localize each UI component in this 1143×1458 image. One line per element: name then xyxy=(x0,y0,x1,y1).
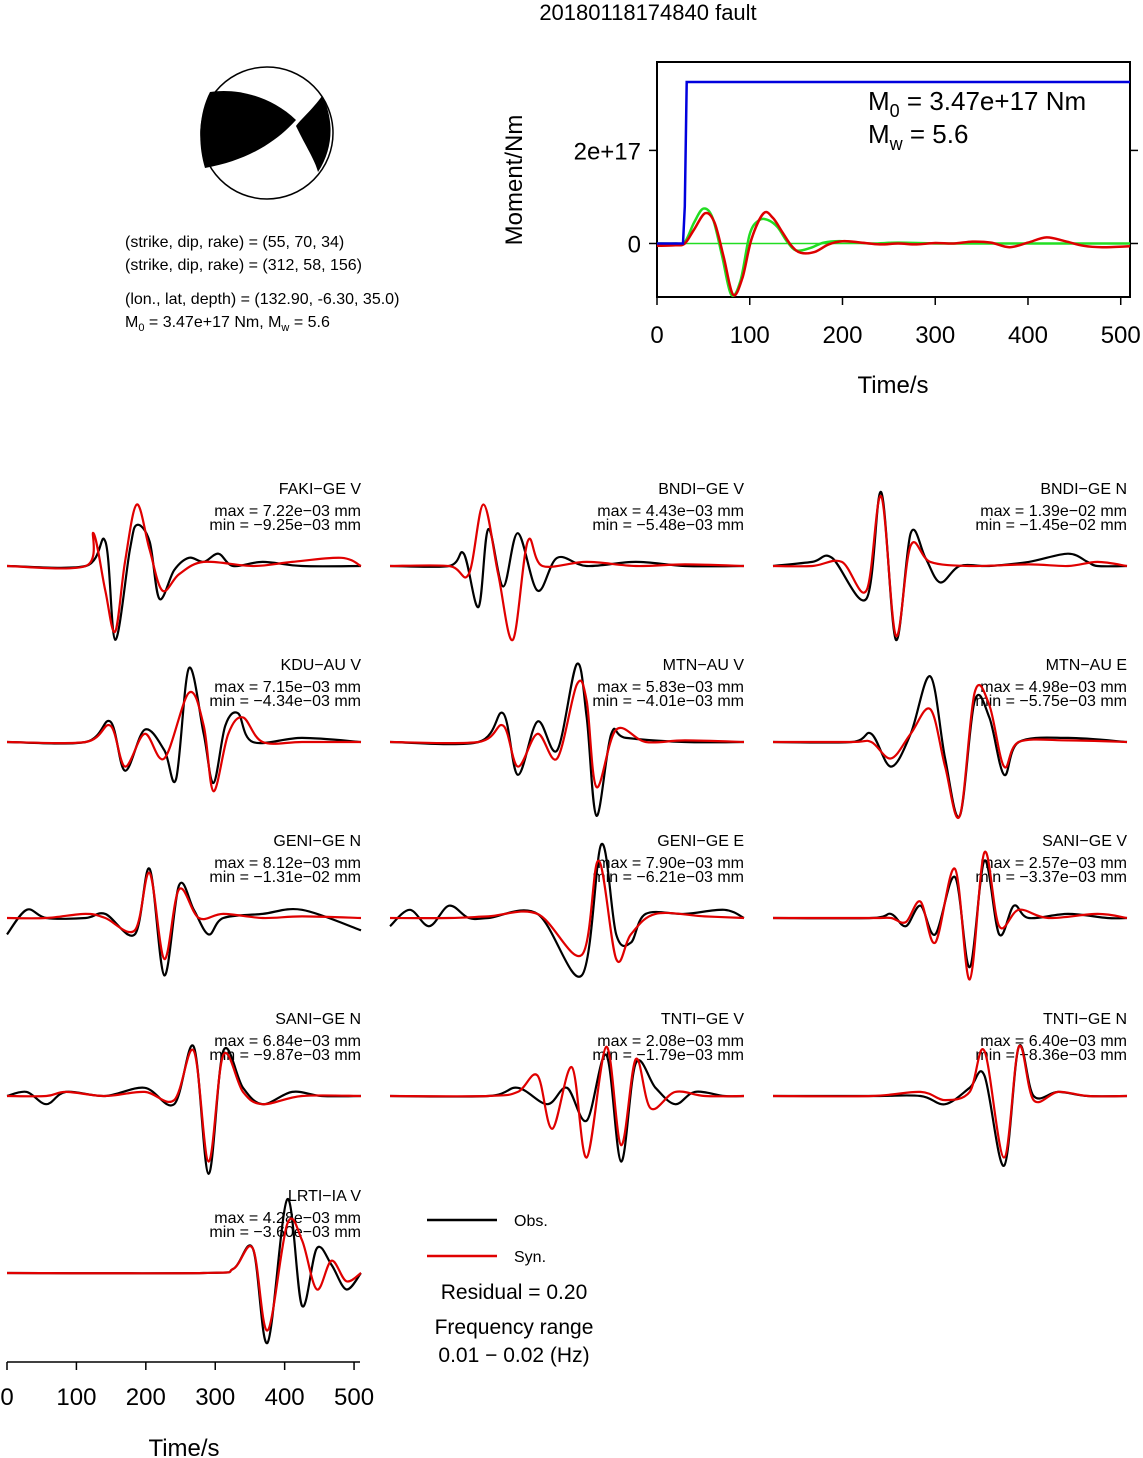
waveform-panel xyxy=(390,481,744,640)
legend xyxy=(427,1213,593,1367)
trace-min-label: min = −4.34e−03 mm xyxy=(209,693,361,710)
observed-trace xyxy=(7,525,361,640)
waveform-x-tick-label: 400 xyxy=(264,1384,305,1411)
waveform-grid xyxy=(7,481,1127,1343)
trace-max-label: max = 4.98e−03 mm xyxy=(980,679,1127,696)
waveform-x-axis-label: Time/s xyxy=(148,1435,220,1458)
trace-max-label: max = 2.57e−03 mm xyxy=(980,855,1127,872)
trace-max-label: max = 4.43e−03 mm xyxy=(597,503,744,520)
moment-y-tick-label: 2e+17 xyxy=(573,138,641,166)
waveform-time-axis xyxy=(0,1362,374,1458)
waveform-panel xyxy=(773,1011,1127,1166)
moment-y-tick-label: 0 xyxy=(627,231,641,259)
trace-min-label: min = −9.25e−03 mm xyxy=(209,517,361,534)
waveform-x-tick-label: 100 xyxy=(56,1384,97,1411)
trace-min-label: min = −3.60e−03 mm xyxy=(209,1224,361,1241)
moment-annotation-m0: $M_0 = 3.47e+17$ Nm xyxy=(868,86,1087,121)
mechanism-plane2: (strike, dip, rake) = (312, 58, 156) xyxy=(125,257,362,274)
trace-min-label: min = −6.21e−03 mm xyxy=(592,869,744,886)
waveform-panel xyxy=(7,657,361,791)
moment-function-plot xyxy=(501,62,1141,399)
station-label: GENI−GE E xyxy=(657,833,744,850)
trace-min-label: min = −8.36e−03 mm xyxy=(975,1047,1127,1064)
observed-trace xyxy=(7,1045,361,1174)
waveform-panel xyxy=(390,833,744,977)
moment-series-line xyxy=(657,208,1130,295)
trace-min-label: min = −1.31e−02 mm xyxy=(209,869,361,886)
trace-min-label: min = −4.01e−03 mm xyxy=(592,693,744,710)
waveform-panel xyxy=(7,481,361,640)
trace-min-label: min = −1.45e−02 mm xyxy=(975,517,1127,534)
observed-trace xyxy=(390,1055,744,1162)
figure-title: 20180118174840 fault xyxy=(539,0,757,25)
mechanism-moment: $M_0 = 3.47e+17$ Nm, $M_w = 5.6$ xyxy=(125,314,330,334)
station-label: SANI−GE N xyxy=(275,1011,361,1028)
station-label: GENI−GE N xyxy=(273,833,361,850)
moment-annotation-mw: $M_w = 5.6$ xyxy=(868,119,969,154)
beachball xyxy=(200,67,333,199)
moment-x-axis-label: Time/s xyxy=(857,372,929,399)
station-label: FAKI−GE V xyxy=(278,481,361,498)
moment-x-tick-label: 400 xyxy=(1007,322,1049,349)
observed-trace xyxy=(390,529,744,607)
synthetic-trace xyxy=(7,1050,361,1162)
moment-x-tick-label: 200 xyxy=(822,322,863,349)
waveform-panel xyxy=(773,657,1127,818)
moment-x-tick-label: 0 xyxy=(650,322,664,349)
trace-max-label: max = 5.83e−03 mm xyxy=(597,679,744,696)
moment-x-tick-label: 100 xyxy=(729,322,770,349)
trace-min-label: min = −1.79e−03 mm xyxy=(592,1047,744,1064)
station-label: MTN−AU E xyxy=(1045,657,1127,674)
waveform-x-tick-label: 300 xyxy=(195,1384,236,1411)
trace-max-label: max = 6.40e−03 mm xyxy=(980,1033,1127,1050)
trace-max-label: max = 7.15e−03 mm xyxy=(214,679,361,696)
legend-frequency-value: 0.01 − 0.02 (Hz) xyxy=(438,1344,590,1367)
trace-max-label: max = 2.08e−03 mm xyxy=(597,1033,744,1050)
trace-max-label: max = 4.28e−03 mm xyxy=(214,1210,361,1227)
station-label: BNDI−GE N xyxy=(1040,481,1127,498)
waveform-panel xyxy=(7,1188,361,1343)
trace-min-label: min = −3.37e−03 mm xyxy=(975,869,1127,886)
trace-min-label: min = −5.75e−03 mm xyxy=(975,693,1127,710)
waveform-panel xyxy=(7,833,361,975)
waveform-panel xyxy=(7,1011,361,1174)
waveform-panel xyxy=(773,481,1127,640)
waveform-x-tick-label: 500 xyxy=(334,1384,375,1411)
legend-residual: Residual = 0.20 xyxy=(440,1281,588,1304)
trace-max-label: max = 1.39e−02 mm xyxy=(980,503,1127,520)
trace-max-label: max = 7.22e−03 mm xyxy=(214,503,361,520)
waveform-panel xyxy=(773,833,1127,980)
trace-max-label: max = 8.12e−03 mm xyxy=(214,855,361,872)
waveform-panel xyxy=(390,1011,744,1162)
station-label: TNTI−GE V xyxy=(660,1011,744,1028)
station-label: KDU−AU V xyxy=(280,657,361,674)
trace-min-label: min = −9.87e−03 mm xyxy=(209,1047,361,1064)
trace-max-label: max = 6.84e−03 mm xyxy=(214,1033,361,1050)
moment-x-tick-label: 300 xyxy=(915,322,956,349)
legend-syn-label: Syn. xyxy=(514,1249,547,1266)
station-label: LRTI−IA V xyxy=(287,1188,361,1205)
waveform-panel xyxy=(390,657,744,816)
moment-y-axis-label: Moment/Nm xyxy=(501,114,528,246)
waveform-x-tick-label: 200 xyxy=(125,1384,166,1411)
trace-max-label: max = 7.90e−03 mm xyxy=(597,855,744,872)
mechanism-plane1: (strike, dip, rake) = (55, 70, 34) xyxy=(125,234,345,251)
station-label: MTN−AU V xyxy=(662,657,744,674)
moment-x-tick-label: 500 xyxy=(1100,322,1141,349)
waveform-x-tick-label: 0 xyxy=(0,1384,14,1411)
station-label: SANI−GE V xyxy=(1042,833,1127,850)
legend-frequency-title: Frequency range xyxy=(434,1316,594,1339)
station-label: BNDI−GE V xyxy=(658,481,744,498)
legend-obs-label: Obs. xyxy=(514,1213,548,1230)
station-label: TNTI−GE N xyxy=(1042,1011,1127,1028)
trace-min-label: min = −5.48e−03 mm xyxy=(592,517,744,534)
mechanism-location: (lon., lat, depth) = (132.90, -6.30, 35.0) xyxy=(125,291,400,308)
